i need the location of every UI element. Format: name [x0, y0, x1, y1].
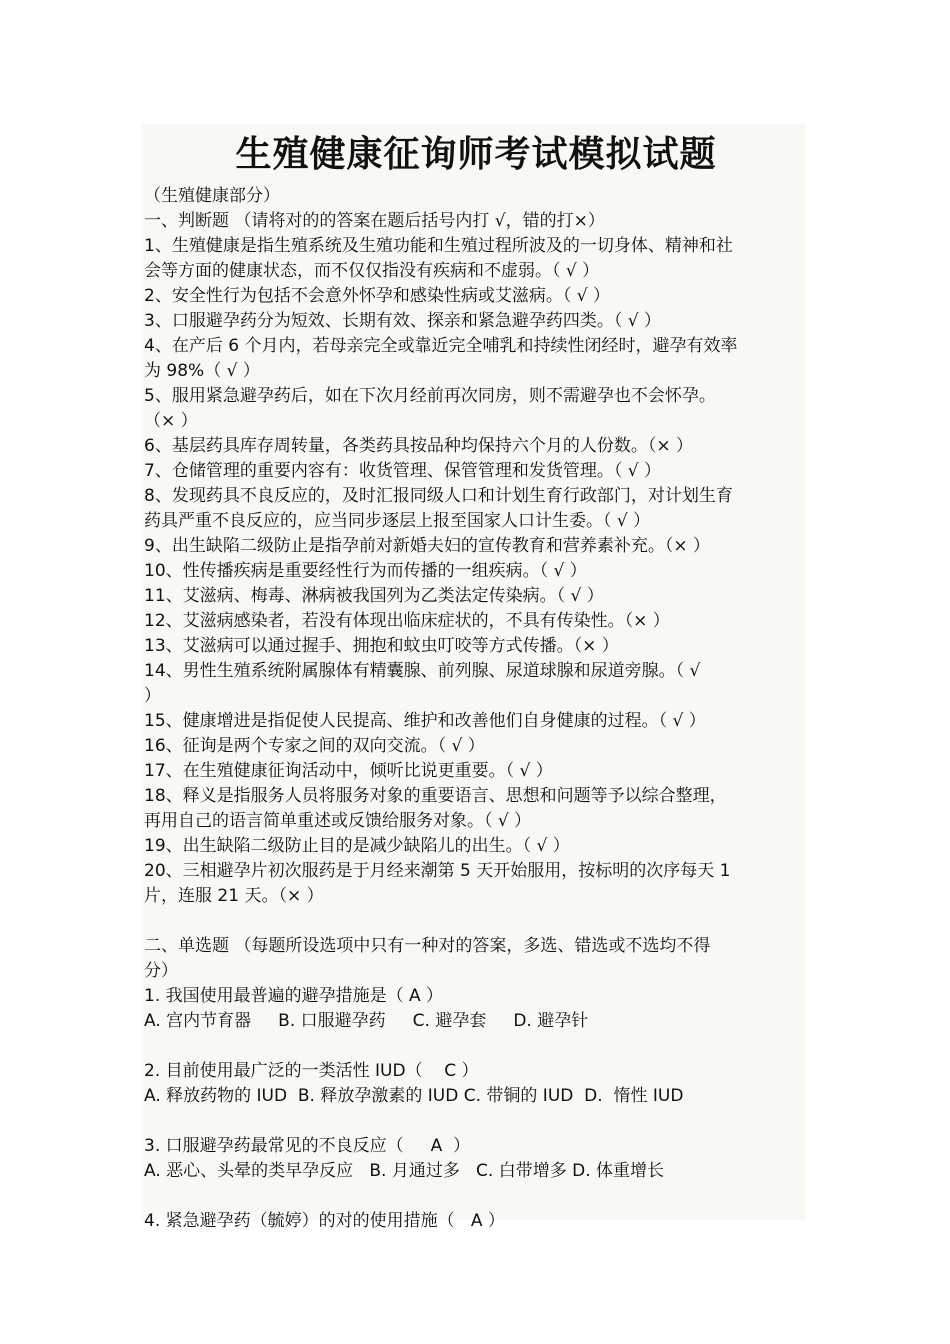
spacer — [144, 1184, 808, 1209]
question-line: 为 98%（ √ ） — [144, 361, 260, 381]
section2-items — [144, 984, 808, 1234]
question-line: 会等方面的健康状态，而不仅仅指没有疾病和不虚弱。（ √ ） — [144, 261, 600, 281]
section2-heading-line: 二、单选题 （每题所设选项中只有一种对的答案，多选、错选或不选均不得 — [144, 936, 711, 956]
question-line: 3、口服避孕药分为短效、长期有效、探亲和紧急避孕药四类。（ √ ） — [144, 311, 661, 331]
mcq-options: A. 释放药物的 IUD B. 释放孕激素的 IUD C. 带铜的 IUD D. 惰性 IUD — [144, 1086, 684, 1106]
question-line: 药具严重不良反应的，应当同步逐层上报至国家人口计生委。（ √ ） — [144, 511, 651, 531]
question-line: ） — [144, 686, 161, 706]
question-line: 18、释义是指服务人员将服务对象的重要语言、思想和问题等予以综合整理， — [144, 786, 727, 806]
section1-items — [144, 234, 808, 909]
question-line: 2、安全性行为包括不会意外怀孕和感染性病或艾滋病。（ √ ） — [144, 286, 610, 306]
spacer — [144, 1034, 808, 1059]
question-line: 17、在生殖健康征询活动中，倾听比说更重要。（ √ ） — [144, 761, 553, 781]
question-line: 12、艾滋病感染者，若没有体现出临床症状的，不具有传染性。（× ） — [144, 611, 670, 631]
mcq-question: 4. 紧急避孕药（毓婷）的对的使用措施（ A ） — [144, 1211, 505, 1231]
question-line: 4、在产后 6 个月内，若母亲完全或靠近完全哺乳和持续性闭经时，避孕有效率 — [144, 336, 738, 356]
question-line: 7、仓储管理的重要内容有：收货管理、保管管理和发货管理。（ √ ） — [144, 461, 661, 481]
spacer — [144, 1109, 808, 1134]
mcq-options: A. 宫内节育器 B. 口服避孕药 C. 避孕套 D. 避孕针 — [144, 1011, 589, 1031]
question-line: 14、男性生殖系统附属腺体有精囊腺、前列腺、尿道球腺和尿道旁腺。（ √ — [144, 661, 701, 681]
spacer — [144, 909, 808, 934]
mcq-question: 3. 口服避孕药最常见的不良反应（ A ） — [144, 1136, 471, 1156]
document-body — [144, 124, 808, 1234]
question-line: 9、出生缺陷二级防止是指孕前对新婚夫妇的宣传教育和营养素补充。（× ） — [144, 536, 710, 556]
page-title: 生殖健康征询师考试模拟试题 — [235, 133, 717, 175]
question-line: 1、生殖健康是指生殖系统及生殖功能和生殖过程所波及的一切身体、精神和社 — [144, 236, 733, 256]
question-line: 20、三相避孕片初次服药是于月经来潮第 5 天开始服用，按标明的次序每天 1 — [144, 861, 731, 881]
question-line: 10、性传播疾病是重要经性行为而传播的一组疾病。（ √ ） — [144, 561, 587, 581]
question-line: 8、发现药具不良反应的，及时汇报同级人口和计划生育行政部门，对计划生育 — [144, 486, 733, 506]
question-line: （× ） — [144, 411, 198, 431]
question-line: 再用自己的语言简单重述或反馈给服务对象。（ √ ） — [144, 811, 532, 831]
mcq-question: 1. 我国使用最普遍的避孕措施是（ A ） — [144, 986, 444, 1006]
mcq-question: 2. 目前使用最广泛的一类活性 IUD（ C ） — [144, 1061, 479, 1081]
question-line: 13、艾滋病可以通过握手、拥抱和蚊虫叮咬等方式传播。（× ） — [144, 636, 619, 656]
mcq-options: A. 恶心、头晕的类早孕反应 B. 月通过多 C. 白带增多 D. 体重增长 — [144, 1161, 665, 1181]
question-line: 19、出生缺陷二级防止目的是减少缺陷儿的出生。（ √ ） — [144, 836, 570, 856]
question-line: 11、艾滋病、梅毒、淋病被我国列为乙类法定传染病。（ √ ） — [144, 586, 604, 606]
section2-heading-line: 分） — [144, 961, 178, 981]
question-line: 15、健康增进是指促使人民提高、维护和改善他们自身健康的过程。（ √ ） — [144, 711, 706, 731]
question-line: 片，连服 21 天。（× ） — [144, 886, 324, 906]
subtitle: （生殖健康部分） — [144, 186, 280, 206]
section1-heading: 一、判断题 （请将对的的答案在题后括号内打 √，错的打×） — [144, 211, 605, 231]
question-line: 5、服用紧急避孕药后，如在下次月经前再次同房，则不需避孕也不会怀孕。 — [144, 386, 716, 406]
question-line: 16、征询是两个专家之间的双向交流。（ √ ） — [144, 736, 485, 756]
question-line: 6、基层药具库存周转量，各类药具按品种均保持六个月的人份数。（× ） — [144, 436, 693, 456]
